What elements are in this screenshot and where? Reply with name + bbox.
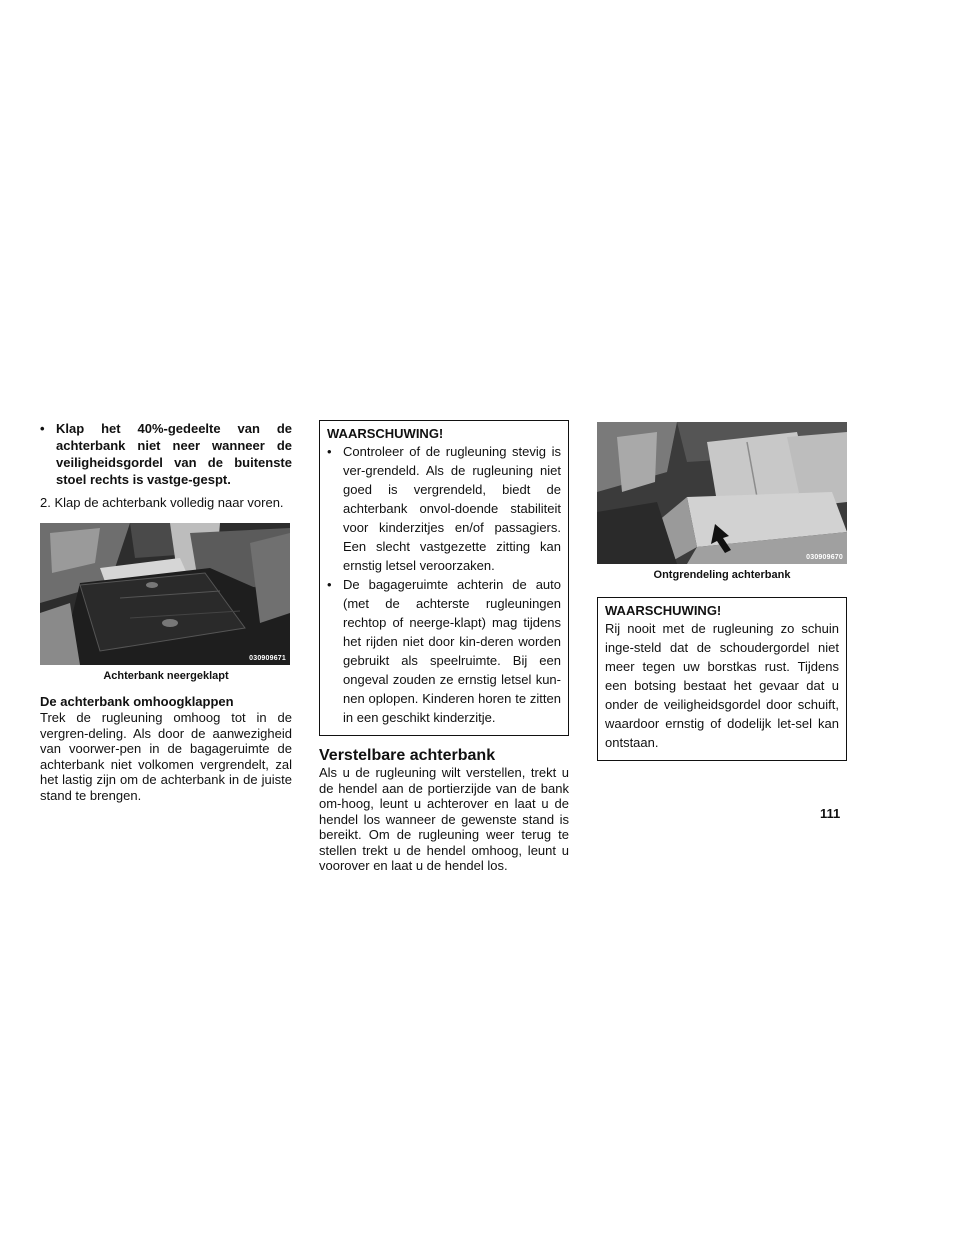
photo-code: 030909670 (806, 554, 843, 561)
subheading: De achterbank omhoogklappen (40, 694, 234, 709)
bullet-dot: • (327, 577, 332, 592)
bullet-text: Klap het 40%-gedeelte van de achterbank niet neer wanneer de veiligheidsgordel van de buitenste stoel rechts is vastge-gespt. (56, 421, 292, 487)
warning-box (319, 420, 569, 736)
folded-seat-illustration (40, 523, 290, 665)
column-right (597, 420, 847, 761)
photo-code: 030909671 (249, 655, 286, 662)
body-paragraph: Als u de rugleuning wilt verstellen, trekt u de hendel aan de portierzijde van de bank om-hoog, leunt u achterover en laat u de hendel los wanneer de gewenste stand is bereikt. Om de rugleuning weer terug te stellen trekt u de hendel omhoog, leunt u voorover en laat u de hendel los. (319, 765, 569, 873)
warning-bullet (40, 420, 292, 488)
photo-caption: Ontgrendeling achterbank (653, 569, 791, 581)
photo-folded-rear-seat (40, 523, 290, 665)
photo-caption: Achterbank neergeklapt (103, 670, 229, 682)
section-heading: Verstelbare achterbank (319, 747, 496, 764)
column-left (40, 420, 292, 803)
bullet-dot: • (327, 444, 332, 459)
body-paragraph: Trek de rugleuning omhoog tot in de vergren-deling. Als door de aanwezigheid van voorwer-pen in de bagageruimte de achterbank niet volkomen vergrendelt, zal het lastig zijn om de achterbank in de juiste stand te brengen. (40, 710, 292, 803)
bullet-dot: • (40, 421, 45, 436)
column-middle (319, 420, 569, 874)
warning-item (327, 442, 561, 575)
warning-box (597, 597, 847, 761)
warning-text: Rij nooit met de rugleuning zo schuin inge-steld dat de schoudergordel niet meer tegen uw borstkas rust. Tijdens een botsing bestaat het gevaar dat u onder de veiligheidsgordel door schuift, waardoor ernstig of dodelijk let-sel kan ontstaan. (605, 621, 839, 750)
page-number: 111 (820, 806, 841, 821)
warning-title: WAARSCHUWING! (605, 603, 722, 618)
warning-item-text: De bagageruimte achterin de auto (met de achterste rugleuningen rechtop of neerge-klapt) mag tijdens het rijden niet door kin-deren worden gebruikt als speelruimte. Bij een ongeval zouden ze ernstig letsel kun-nen oplopen. Kinderen horen te zitten in een geschikt kinderzitje. (343, 577, 561, 725)
warning-title: WAARSCHUWING! (327, 426, 444, 441)
photo-rear-seat-release (597, 422, 847, 564)
step-2: 2. Klap de achterbank volledig naar voren. (40, 495, 284, 510)
warning-item (327, 575, 561, 727)
warning-item-text: Controleer of de rugleuning stevig is ver-grendeld. Als de rugleuning niet goed is vergrendeld, biedt de achterbank onvol-doende stabiliteit voor kinderzitjes en/of passagiers. Een slecht vastgezette zitting kan ernstig letsel veroorzaken. (343, 444, 561, 573)
seat-release-illustration (597, 422, 847, 564)
